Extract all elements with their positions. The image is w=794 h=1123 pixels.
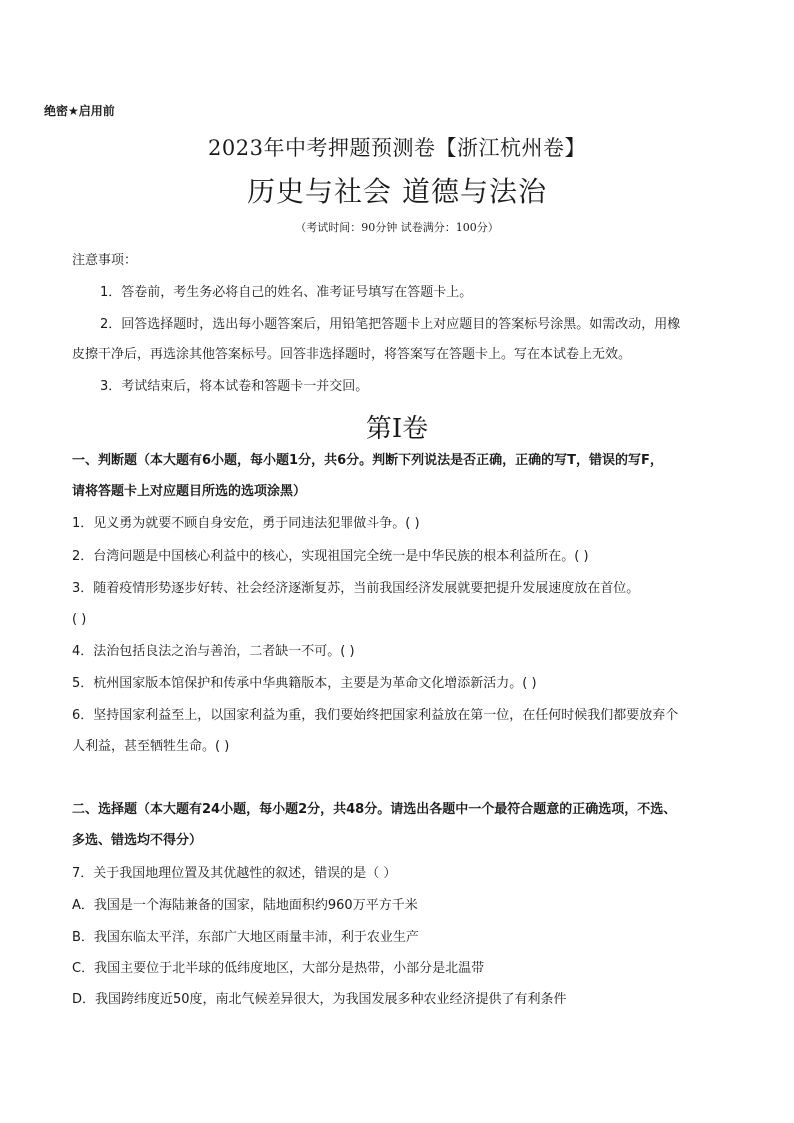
question-line: 7．关于我国地理位置及其优越性的叙述，错误的是（ ） [72,866,397,881]
question-line: 4．法治包括良法之治与善治，二者缺一不可。( ) [72,644,355,659]
exam-title: 2023年中考押题预测卷【浙江杭州卷】 [208,136,586,160]
notes-heading: 注意事项： [72,253,138,268]
question-line: 3．随着疫情形势逐步好转、社会经济逐渐复苏，当前我国经济发展就要把提升发展速度放在首位。 [72,581,640,596]
option-line: D．我国跨纬度近50度，南北气候差异很大，为我国发展多种农业经济提供了有利条件 [72,992,567,1007]
section-title: 第Ⅰ卷 [365,414,429,444]
question-line: 2．台湾问题是中国核心利益中的核心，实现祖国完全统一是中华民族的根本利益所在。( ) [72,549,589,564]
note-item: 3．考试结束后，将本试卷和答题卡一并交回。 [100,379,369,394]
exam-info: （考试时间：90分钟 试卷满分：100分） [295,221,499,234]
part1-heading: 请将答题卡上对应题目所选的选项涂黑） [72,484,307,499]
note-item: 2．回答选择题时，选出每小题答案后，用铅笔把答题卡上对应题目的答案标号涂黑。如需改动，用橡 [100,317,681,332]
question-line: 1．见义勇为就要不顾自身安危，勇于同违法犯罪做斗争。( ) [72,516,420,531]
exam-subtitle: 历史与社会 道德与法治 [247,175,547,208]
question-line: ( ) [72,612,87,627]
option-line: A．我国是一个海陆兼备的国家，陆地面积约960万平方千米 [72,898,418,913]
option-line: B．我国东临太平洋，东部广大地区雨量丰沛，利于农业生产 [72,930,419,945]
question-line: 人利益，甚至牺牲生命。( ) [72,739,230,754]
part2-heading: 二、选择题（本大题有24小题，每小题2分，共48分。请选出各题中一个最符合题意的正确选项，不选、 [72,802,677,817]
part2-heading: 多选、错选均不得分） [72,833,203,848]
note-item: 1．答卷前，考生务必将自己的姓名、准考证号填写在答题卡上。 [100,285,473,300]
option-line: C．我国主要位于北半球的低纬度地区，大部分是热带，小部分是北温带 [72,961,485,976]
question-line: 5．杭州国家版本馆保护和传承中华典籍版本，主要是为革命文化增添新活力。( ) [72,676,537,691]
secret-label: 绝密★启用前 [44,104,115,118]
part1-heading: 一、判断题（本大题有6小题，每小题1分，共6分。判断下列说法是否正确，正确的写T，错误的写F， [72,453,663,468]
question-line: 6．坚持国家利益至上，以国家利益为重，我们要始终把国家利益放在第一位，在任何时候我们都要放弃个 [72,708,679,723]
note-item: 皮擦干净后，再选涂其他答案标号。回答非选择题时，将答案写在答题卡上。写在本试卷上无效。 [72,347,632,362]
